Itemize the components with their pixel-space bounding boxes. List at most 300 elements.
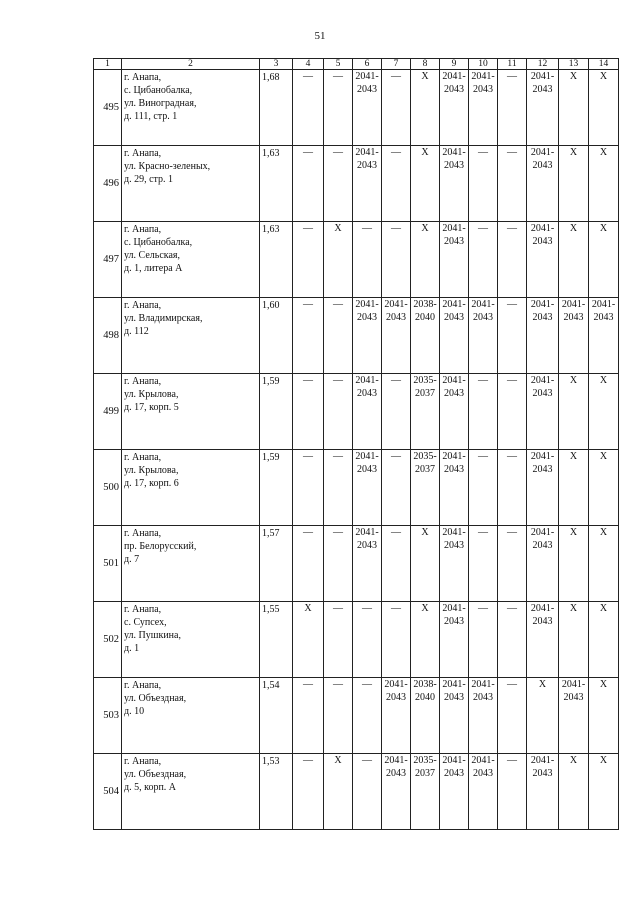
period-value: 2043	[473, 768, 493, 779]
period-cell	[440, 222, 469, 298]
period-value: 2041-	[442, 527, 466, 538]
period-value: X	[334, 755, 342, 766]
period-value: 2041-	[442, 679, 466, 690]
column-header: 12	[527, 59, 559, 70]
period-value: X	[569, 755, 578, 766]
period-cell	[411, 70, 440, 146]
period-cell	[353, 678, 382, 754]
period-value: 2043	[357, 464, 377, 475]
address-line: г. Анапа,	[124, 528, 162, 539]
period-value: X	[599, 375, 608, 386]
period-cell	[527, 450, 559, 526]
period-value: —	[333, 147, 343, 158]
period-value: —	[362, 679, 372, 690]
period-cell	[559, 222, 589, 298]
period-value: 2041-	[355, 451, 379, 462]
address-line: пр. Белорусский,	[124, 541, 197, 552]
period-value: 2041-	[442, 223, 466, 234]
row-number: 498	[94, 298, 122, 374]
period-cell	[324, 146, 353, 222]
period-cell	[382, 602, 411, 678]
period-cell	[382, 754, 411, 830]
address-line: д. 17, корп. 6	[124, 478, 179, 489]
period-value: —	[333, 527, 343, 538]
address-line: ул. Сельская,	[124, 250, 181, 261]
table-row	[94, 526, 619, 602]
period-value: —	[478, 527, 488, 538]
period-cell	[440, 526, 469, 602]
period-cell	[411, 374, 440, 450]
period-cell	[589, 222, 619, 298]
period-cell	[440, 450, 469, 526]
row-number: 499	[94, 374, 122, 450]
period-cell	[411, 146, 440, 222]
period-value: 2043	[563, 312, 584, 323]
period-value: 2041-	[384, 299, 408, 310]
period-value: 2043	[444, 616, 464, 627]
period-value: 2043	[357, 388, 377, 399]
period-value: 2041-	[442, 755, 466, 766]
period-cell	[589, 450, 619, 526]
period-cell	[559, 526, 589, 602]
period-value: 2043	[532, 540, 553, 551]
period-value: 2037	[415, 464, 435, 475]
period-cell	[293, 754, 324, 830]
period-cell	[411, 754, 440, 830]
period-cell	[469, 374, 498, 450]
period-cell	[469, 754, 498, 830]
period-cell	[440, 298, 469, 374]
period-cell	[559, 146, 589, 222]
period-cell	[527, 374, 559, 450]
period-cell	[353, 70, 382, 146]
registry-table	[93, 58, 619, 830]
period-value: —	[507, 223, 517, 234]
period-cell	[293, 146, 324, 222]
period-cell	[440, 70, 469, 146]
period-value: —	[303, 375, 313, 386]
period-cell	[440, 678, 469, 754]
period-cell	[498, 754, 527, 830]
period-cell	[440, 146, 469, 222]
period-value: X	[569, 71, 578, 82]
period-value: 2041-	[355, 375, 379, 386]
area-value: 1,57	[260, 526, 293, 602]
period-value: 2043	[444, 160, 464, 171]
period-value: —	[303, 147, 313, 158]
address-cell	[122, 222, 260, 298]
period-value: X	[599, 147, 608, 158]
address-line: г. Анапа,	[124, 224, 162, 235]
column-header: 1	[94, 59, 122, 70]
period-value: —	[507, 679, 517, 690]
period-value: —	[507, 147, 517, 158]
period-cell	[589, 754, 619, 830]
address-line: г. Анапа,	[124, 148, 162, 159]
page-number: 51	[314, 30, 326, 42]
period-value: 2037	[415, 768, 435, 779]
period-cell	[324, 70, 353, 146]
period-value: X	[421, 603, 429, 614]
period-value: 2043	[532, 464, 553, 475]
period-value: X	[569, 223, 578, 234]
period-value: 2043	[386, 312, 406, 323]
period-value: 2043	[444, 236, 464, 247]
address-cell	[122, 754, 260, 830]
period-value: —	[391, 375, 401, 386]
period-cell	[353, 298, 382, 374]
period-value: X	[304, 603, 312, 614]
period-value: —	[478, 223, 488, 234]
period-value: X	[334, 223, 342, 234]
period-value: —	[507, 527, 517, 538]
period-value: 2043	[386, 768, 406, 779]
period-value: X	[421, 223, 429, 234]
address-line: г. Анапа,	[124, 376, 162, 387]
period-value: X	[421, 147, 429, 158]
period-value: 2043	[357, 84, 377, 95]
row-number: 496	[94, 146, 122, 222]
period-value: —	[333, 679, 343, 690]
row-number: 500	[94, 450, 122, 526]
row-number: 503	[94, 678, 122, 754]
period-value: —	[303, 755, 313, 766]
period-cell	[411, 450, 440, 526]
period-value: —	[303, 223, 313, 234]
period-value: 2043	[444, 388, 464, 399]
period-cell	[469, 526, 498, 602]
period-value: 2043	[386, 692, 406, 703]
period-cell	[324, 526, 353, 602]
period-cell	[498, 602, 527, 678]
period-value: 2041-	[471, 71, 495, 82]
period-cell	[559, 678, 589, 754]
period-value: 2043	[532, 236, 553, 247]
period-value: X	[538, 679, 547, 690]
period-value: —	[333, 71, 343, 82]
period-cell	[353, 602, 382, 678]
period-value: 2043	[357, 540, 377, 551]
period-cell	[293, 602, 324, 678]
period-value: —	[507, 299, 517, 310]
period-value: 2041-	[530, 755, 555, 766]
period-value: —	[507, 603, 517, 614]
period-value: 2043	[444, 540, 464, 551]
table-row	[94, 678, 619, 754]
row-number: 497	[94, 222, 122, 298]
period-value: —	[478, 603, 488, 614]
period-value: X	[599, 451, 608, 462]
period-value: 2041-	[355, 71, 379, 82]
address-line: г. Анапа,	[124, 604, 162, 615]
period-cell	[353, 222, 382, 298]
period-cell	[382, 374, 411, 450]
period-cell	[293, 298, 324, 374]
table-row	[94, 146, 619, 222]
period-cell	[589, 602, 619, 678]
period-value: 2037	[415, 388, 435, 399]
period-value: 2043	[444, 464, 464, 475]
period-value: 2043	[532, 312, 553, 323]
period-cell	[382, 298, 411, 374]
period-value: 2041-	[591, 299, 616, 310]
period-cell	[559, 754, 589, 830]
period-value: 2041-	[384, 679, 408, 690]
period-value: 2043	[444, 768, 464, 779]
address-line: д. 7	[124, 554, 140, 565]
column-header: 2	[122, 59, 260, 70]
period-value: X	[569, 527, 578, 538]
period-cell	[382, 526, 411, 602]
address-line: д. 1	[124, 643, 140, 654]
period-cell	[589, 526, 619, 602]
period-value: —	[391, 527, 401, 538]
table-row	[94, 450, 619, 526]
row-number: 501	[94, 526, 122, 602]
period-cell	[559, 70, 589, 146]
period-cell	[353, 526, 382, 602]
period-cell	[498, 526, 527, 602]
period-value: 2043	[532, 84, 553, 95]
period-value: X	[599, 71, 608, 82]
period-cell	[382, 678, 411, 754]
period-cell	[411, 222, 440, 298]
address-line: с. Цибанобалка,	[124, 237, 193, 248]
period-cell	[559, 298, 589, 374]
address-line: г. Анапа,	[124, 300, 162, 311]
period-value: X	[599, 755, 608, 766]
period-value: —	[362, 755, 372, 766]
period-value: —	[478, 147, 488, 158]
period-cell	[527, 146, 559, 222]
period-cell	[382, 450, 411, 526]
period-value: 2041-	[530, 603, 555, 614]
period-value: —	[507, 451, 517, 462]
column-header: 14	[589, 59, 619, 70]
period-cell	[293, 222, 324, 298]
period-cell	[498, 222, 527, 298]
period-value: —	[391, 71, 401, 82]
period-value: 2041-	[530, 375, 555, 386]
period-value: 2041-	[530, 451, 555, 462]
area-value: 1,59	[260, 374, 293, 450]
column-header: 11	[498, 59, 527, 70]
period-cell	[498, 298, 527, 374]
period-value: —	[478, 451, 488, 462]
table-header	[94, 59, 619, 70]
period-cell	[324, 754, 353, 830]
period-value: 2041-	[530, 147, 555, 158]
address-line: г. Анапа,	[124, 72, 162, 83]
column-header: 7	[382, 59, 411, 70]
period-cell	[353, 754, 382, 830]
period-value: 2043	[532, 616, 553, 627]
period-cell	[559, 450, 589, 526]
period-value: 2041-	[530, 223, 555, 234]
period-value: 2035-	[413, 375, 437, 386]
address-line: ул. Объездная,	[124, 693, 187, 704]
address-cell	[122, 70, 260, 146]
area-value: 1,68	[260, 70, 293, 146]
period-value: —	[362, 223, 372, 234]
period-cell	[324, 450, 353, 526]
period-value: —	[507, 755, 517, 766]
period-cell	[411, 678, 440, 754]
period-cell	[527, 526, 559, 602]
period-value: 2041-	[442, 603, 466, 614]
period-value: 2041-	[355, 299, 379, 310]
period-value: 2043	[563, 692, 584, 703]
period-cell	[293, 70, 324, 146]
period-cell	[589, 374, 619, 450]
column-header: 10	[469, 59, 498, 70]
area-value: 1,63	[260, 146, 293, 222]
address-line: ул. Объездная,	[124, 769, 187, 780]
period-value: X	[599, 223, 608, 234]
period-cell	[498, 450, 527, 526]
period-value: —	[303, 451, 313, 462]
column-header: 6	[353, 59, 382, 70]
period-cell	[293, 450, 324, 526]
period-cell	[353, 450, 382, 526]
period-cell	[527, 678, 559, 754]
period-value: 2043	[593, 312, 614, 323]
period-cell	[589, 678, 619, 754]
table-row	[94, 374, 619, 450]
period-value: 2041-	[442, 375, 466, 386]
period-cell	[469, 450, 498, 526]
period-cell	[527, 298, 559, 374]
period-value: 2041-	[442, 451, 466, 462]
period-value: 2040	[415, 692, 435, 703]
period-value: —	[391, 223, 401, 234]
period-value: X	[569, 375, 578, 386]
period-cell	[324, 678, 353, 754]
table-row	[94, 754, 619, 830]
address-cell	[122, 450, 260, 526]
period-value: X	[421, 71, 429, 82]
period-cell	[527, 222, 559, 298]
period-cell	[411, 298, 440, 374]
period-value: 2038-	[413, 299, 437, 310]
area-value: 1,59	[260, 450, 293, 526]
area-value: 1,55	[260, 602, 293, 678]
address-line: с. Супсех,	[124, 617, 167, 628]
period-value: 2041-	[471, 299, 495, 310]
period-cell	[293, 678, 324, 754]
period-value: —	[391, 147, 401, 158]
period-value: —	[507, 375, 517, 386]
period-value: 2043	[444, 84, 464, 95]
period-cell	[498, 70, 527, 146]
period-value: —	[303, 71, 313, 82]
period-cell	[469, 146, 498, 222]
period-value: —	[391, 603, 401, 614]
area-value: 1,54	[260, 678, 293, 754]
period-value: —	[391, 451, 401, 462]
address-line: д. 10	[124, 706, 145, 717]
period-cell	[469, 70, 498, 146]
area-value: 1,53	[260, 754, 293, 830]
address-line: ул. Владимирская,	[124, 313, 203, 324]
period-cell	[589, 70, 619, 146]
address-line: г. Анапа,	[124, 452, 162, 463]
period-value: 2043	[444, 312, 464, 323]
period-value: —	[303, 299, 313, 310]
period-value: 2043	[473, 312, 493, 323]
period-value: 2041-	[355, 147, 379, 158]
period-value: X	[569, 451, 578, 462]
row-number: 495	[94, 70, 122, 146]
period-value: 2043	[444, 692, 464, 703]
period-value: 2040	[415, 312, 435, 323]
area-value: 1,60	[260, 298, 293, 374]
address-cell	[122, 374, 260, 450]
period-value: —	[303, 679, 313, 690]
table-row	[94, 298, 619, 374]
address-line: ул. Виноградная,	[124, 98, 197, 109]
address-line: г. Анапа,	[124, 680, 162, 691]
period-value: 2035-	[413, 755, 437, 766]
period-value: 2041-	[442, 147, 466, 158]
period-cell	[324, 298, 353, 374]
row-number: 504	[94, 754, 122, 830]
period-cell	[411, 526, 440, 602]
address-line: ул. Пушкина,	[124, 630, 181, 641]
period-value: 2041-	[530, 71, 555, 82]
period-cell	[440, 754, 469, 830]
period-value: 2041-	[561, 679, 586, 690]
address-line: д. 17, корп. 5	[124, 402, 179, 413]
period-value: 2041-	[530, 299, 555, 310]
period-value: 2041-	[442, 71, 466, 82]
address-cell	[122, 602, 260, 678]
period-cell	[324, 222, 353, 298]
period-cell	[382, 70, 411, 146]
period-value: 2043	[532, 160, 553, 171]
column-header: 9	[440, 59, 469, 70]
period-value: —	[478, 375, 488, 386]
period-value: 2043	[473, 692, 493, 703]
period-cell	[559, 374, 589, 450]
period-value: 2041-	[355, 527, 379, 538]
period-cell	[589, 146, 619, 222]
period-cell	[293, 526, 324, 602]
period-cell	[469, 222, 498, 298]
period-cell	[382, 146, 411, 222]
period-cell	[527, 70, 559, 146]
period-cell	[469, 678, 498, 754]
table-body	[94, 70, 619, 830]
period-value: 2041-	[471, 679, 495, 690]
period-value: X	[599, 679, 608, 690]
period-cell	[324, 374, 353, 450]
address-line: с. Цибанобалка,	[124, 85, 193, 96]
address-line: д. 5, корп. А	[124, 782, 177, 793]
period-cell	[440, 374, 469, 450]
period-value: 2041-	[384, 755, 408, 766]
header-row	[94, 59, 619, 70]
column-header: 13	[559, 59, 589, 70]
period-value: —	[362, 603, 372, 614]
period-value: 2035-	[413, 451, 437, 462]
period-cell	[469, 602, 498, 678]
address-line: д. 1, литера А	[124, 263, 183, 274]
period-cell	[559, 602, 589, 678]
period-cell	[440, 602, 469, 678]
period-value: 2041-	[561, 299, 586, 310]
column-header: 8	[411, 59, 440, 70]
